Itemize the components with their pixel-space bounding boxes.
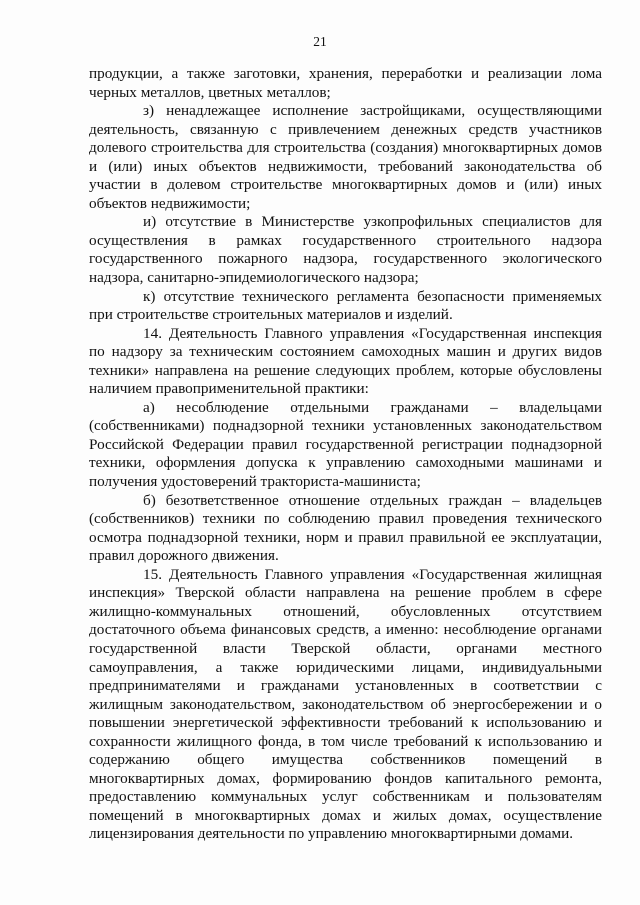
paragraph-14: 14. Деятельность Главного управления «Государственная инспекция по надзору за техническим состоянием самоходных машин и других видов техники» направлена на решение следующих проблем, которые обусловлены наличием правоприменительной практики: — [89, 324, 602, 398]
paragraph-15: 15. Деятельность Главного управления «Государственная жилищная инспекция» Тверской области направлена на решение проблем в сфере жилищно-коммунальных отношений, обусловленных отсутствием достаточного объема финансовых средств, а именно: несоблюдение органами государственной власти Тверской области, органами местного самоуправления, а также юридическими лицами, индивидуальными предпринимателями и гражданами установленных в соответствии с жилищным законодательством, законодательством об энергосбережении и о повышении энергетической эффективности требований к использованию и сохранности жилищного фонда, в том числе требований к использованию и содержанию общего имущества собственников помещений в многоквартирных домах, формированию фондов капитального ремонта, предоставлению коммунальных услуг собственникам и пользователям помещений в многоквартирных домах и жилых домах, осуществление лицензирования деятельности по управлению многоквартирными домами. — [89, 565, 602, 843]
paragraph-14-item-b: б) безответственное отношение отдельных граждан – владельцев (собственников) техники по соблюдению правил проведения технического осмотра поднадзорной техники, норм и правил правильной ее эксплуатации, правил дорожного движения. — [89, 491, 602, 565]
paragraph-item-k: к) отсутствие технического регламента безопасности применяемых при строительстве строительных материалов и изделий. — [89, 287, 602, 324]
paragraph-continuation: продукции, а также заготовки, хранения, переработки и реализации лома черных металлов, цветных металлов; — [89, 65, 602, 101]
paragraph-14-item-a: а) несоблюдение отдельными гражданами – владельцами (собственниками) поднадзорной техники установленных законодательством Российской Федерации правил государственной регистрации поднадзорной техники, оформления допуска к управлению самоходными машинами и получения удостоверений тракториста-машиниста; — [89, 398, 602, 491]
document-body — [89, 65, 602, 844]
page-number: 21 — [313, 34, 327, 49]
paragraph-item-z: з) ненадлежащее исполнение застройщиками, осуществляющими деятельность, связанную с привлечением денежных средств участников долевого строительства для строительства (создания) многоквартирных домов и (или) иных объектов недвижимости, требований законодательства об участии в долевом строительстве многоквартирных домов и (или) иных объектов недвижимости; — [89, 102, 602, 212]
paragraph-item-i: и) отсутствие в Министерстве узкопрофильных специалистов для осуществления в рамках государственного строительного надзора государственного пожарного надзора, государственного экологического надзора, санитарно-эпидемиологического надзора; — [89, 213, 602, 287]
